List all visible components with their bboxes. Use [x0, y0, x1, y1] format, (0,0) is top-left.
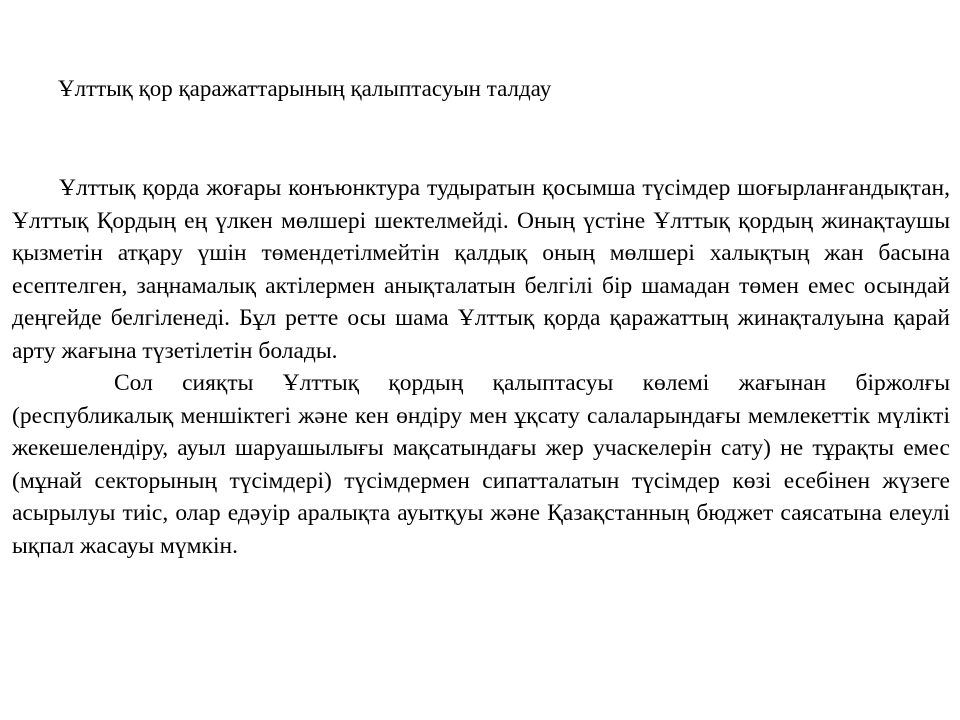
body-text: [12, 172, 950, 562]
paragraph-2: Сол сияқты Ұлттық қордың қалыптасуы көлемі жағынан біржолғы (республикалық меншіктегі және кен өндіру мен ұқсату салаларындағы мемлекеттік мүлікті жекешелендіру, ауыл шаруашылығы мақсатындағы жер учаскелерін сату) не тұрақты емес (мұнай секторының түсімдері) түсімдермен сипатталатын түсімдер көзі есебінен жүзеге асырылуы тиіс, олар едәуір аралықта ауытқуы және Қазақстанның бюджет саясатына елеулі ықпал жасауы мүмкін.: [12, 370, 950, 559]
paragraph-1: Ұлттық қорда жоғары конъюнктура тудыратын қосымша түсімдер шоғырланғандықтан, Ұлттық Қордың ең үлкен мөлшері шектелмейді. Оның үстіне Ұлттық қордың жинақтаушы қызметін атқару үшін төмендетілмейтін қалдық оның мөлшері халықтың жан басына есептелген, заңнамалық актілермен анықталатын белгілі бір шамадан төмен емес осындай деңгейде белгіленеді. Бұл ретте осы шама Ұлттық қорда қаражаттың жинақталуына қарай арту жағына түзетілетін болады.: [12, 175, 950, 364]
slide-title: Ұлттық қор қаражаттарының қалыптасуын талдау: [58, 76, 552, 101]
